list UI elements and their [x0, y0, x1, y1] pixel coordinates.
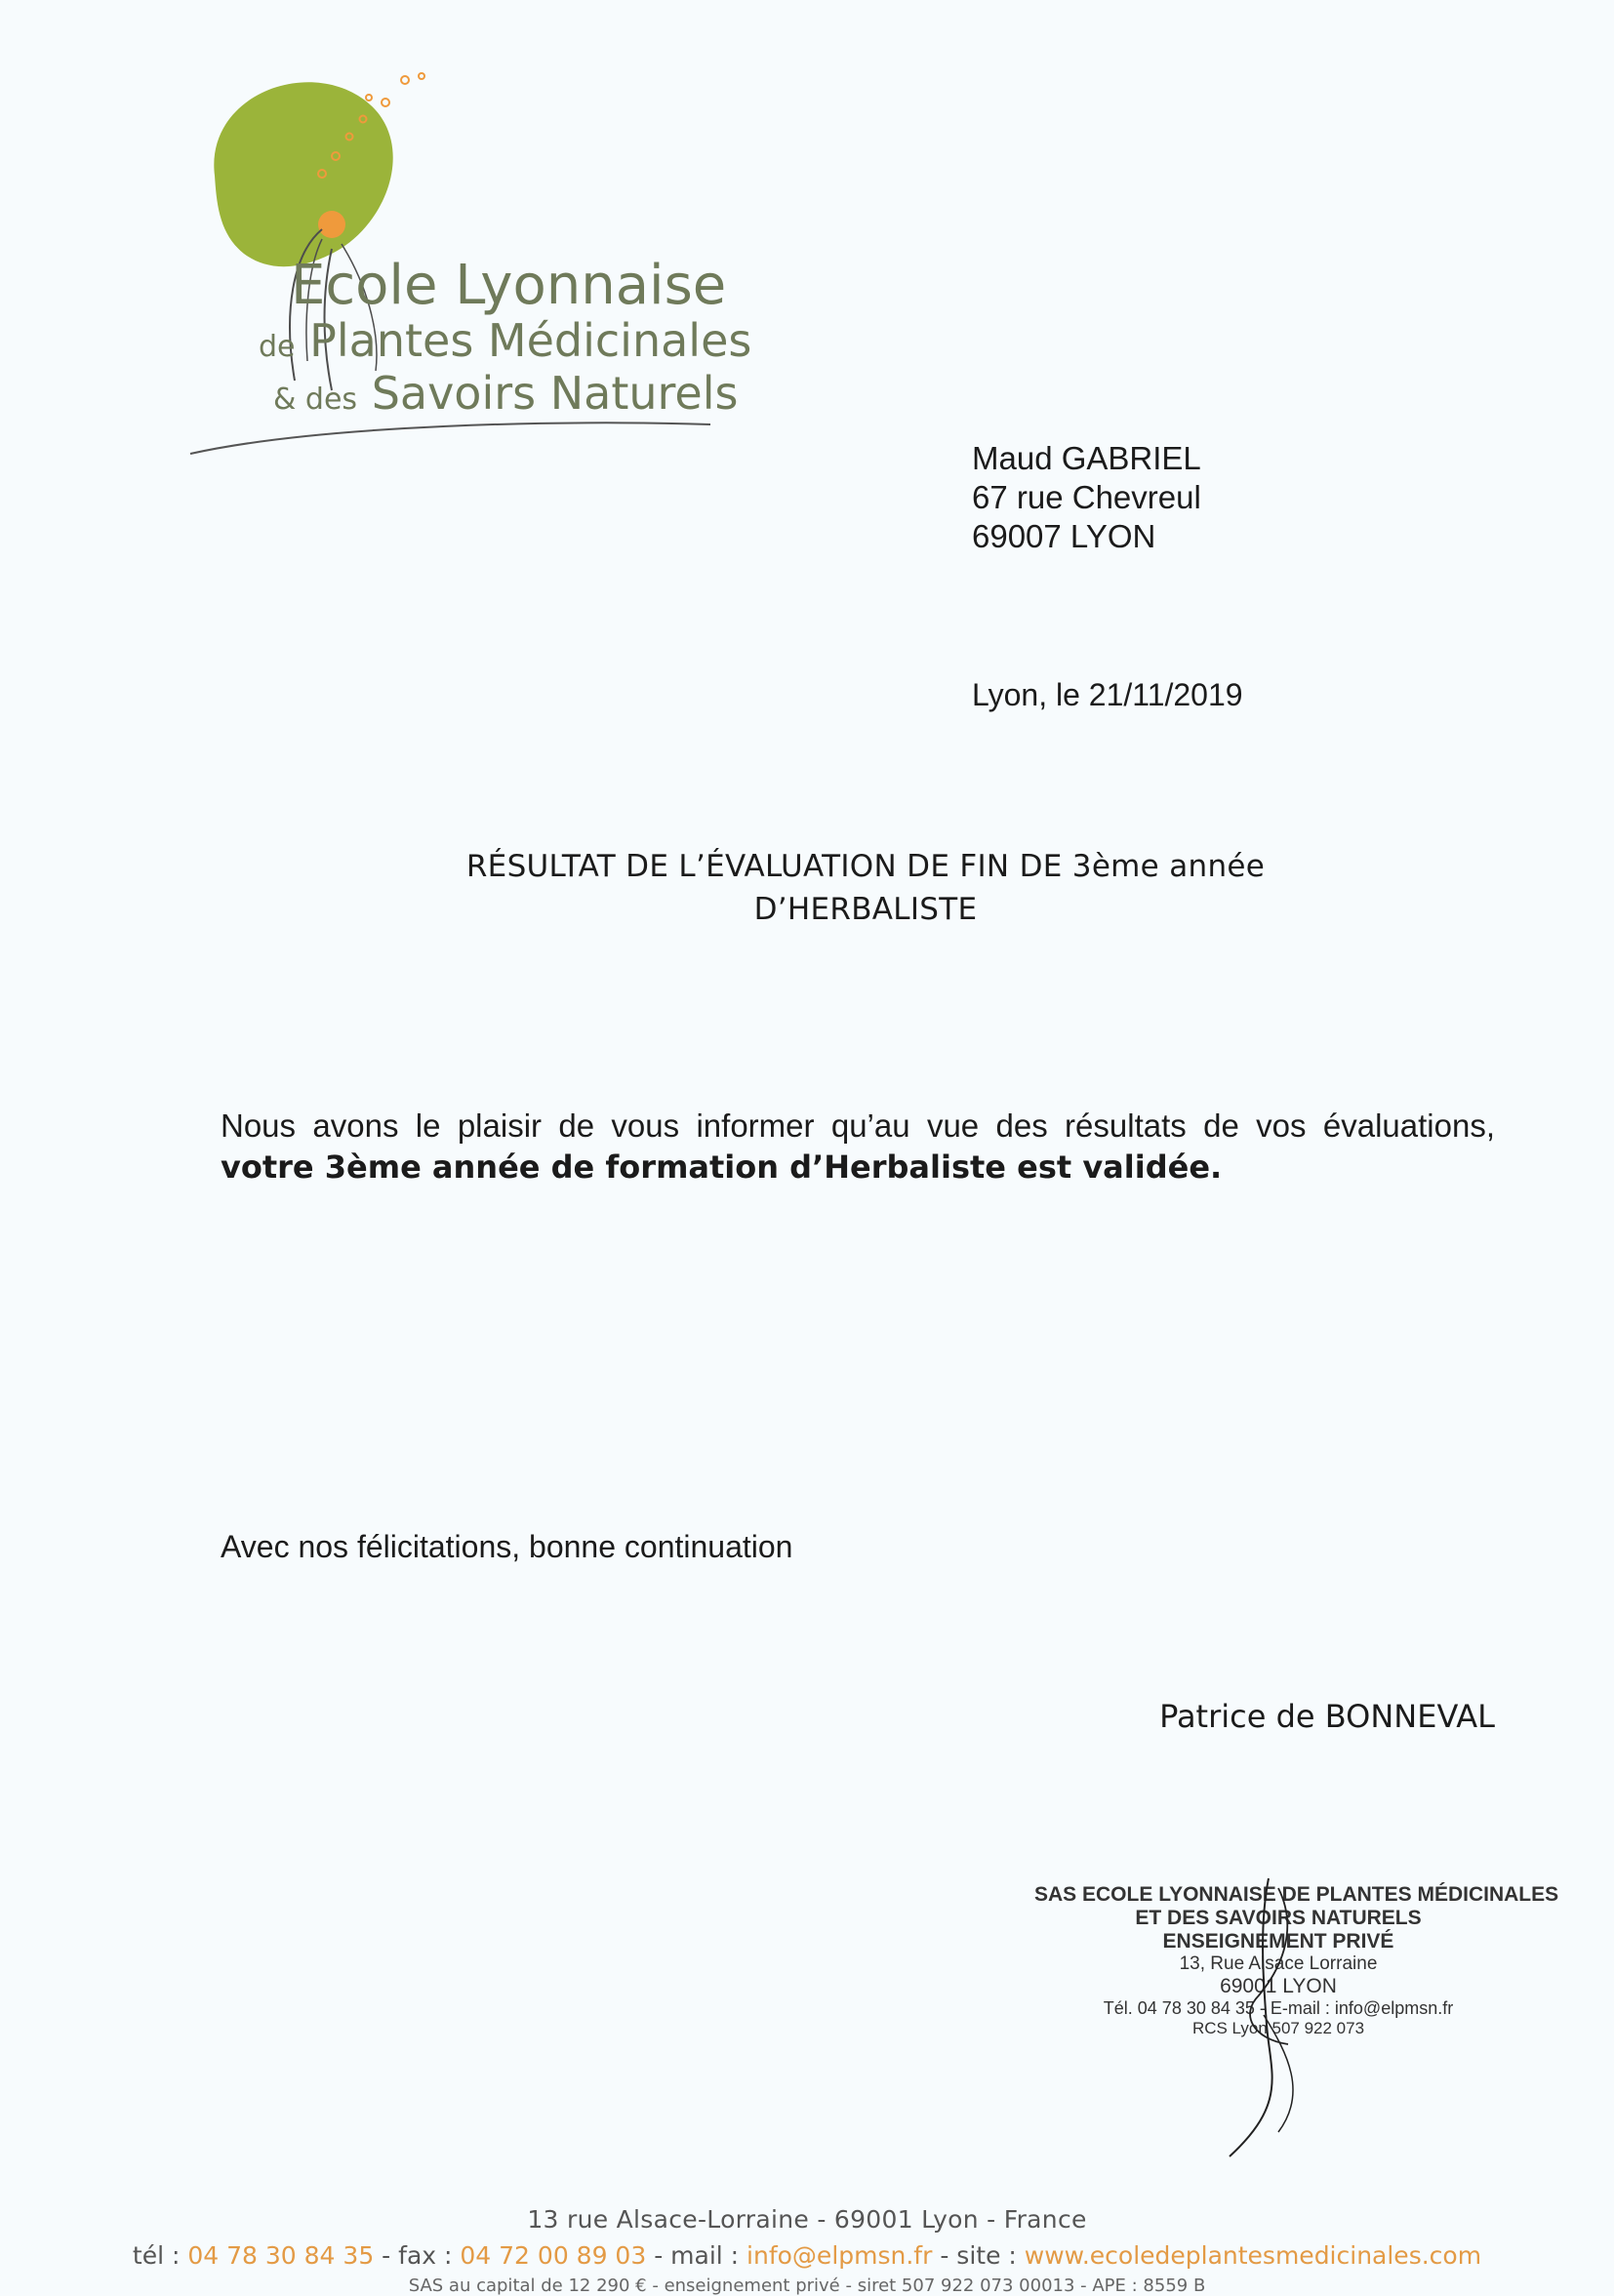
footer-tel-label: tél : — [132, 2241, 188, 2270]
letter-date: Lyon, le 21/11/2019 — [972, 677, 1243, 712]
footer-address: 13 rue Alsace-Lorraine - 69001 Lyon - France — [527, 2205, 1087, 2234]
logo-title-line3 — [273, 367, 738, 420]
stamp-line4: 13, Rue Alsace Lorraine — [1179, 1954, 1378, 1974]
logo-line2-prefix: de — [259, 330, 296, 364]
subject-line2: D’HERBALISTE — [753, 892, 978, 927]
recipient-street: 67 rue Chevreul — [972, 479, 1201, 515]
closing-text: Avec nos félicitations, bonne continuation — [221, 1529, 793, 1564]
footer-mail-label: - mail : — [646, 2241, 747, 2270]
footer-tel: 04 78 30 84 35 — [187, 2241, 375, 2270]
logo-line2-main: Plantes Médicinales — [309, 314, 752, 367]
handwritten-signature-icon — [1171, 1869, 1366, 2161]
body-line1: Nous avons le plaisir de vous informer qu’au vue des résultats de vos évaluations, — [221, 1108, 1495, 1144]
footer-fax-label: - fax : — [374, 2241, 461, 2270]
footer-legal: SAS au capital de 12 290 € - enseignement privé - siret 507 922 073 00013 - APE : 8559 B — [408, 2276, 1206, 2296]
stamp-line3: ENSEIGNEMENT PRIVÉ — [1162, 1930, 1394, 1953]
letter-subject — [0, 845, 1614, 931]
school-logo — [176, 59, 752, 468]
footer-mail-link[interactable]: info@elpmsn.fr — [746, 2241, 933, 2270]
logo-title-line1: Ecole Lyonnaise — [291, 254, 727, 317]
footer-fax: 04 72 00 89 03 — [460, 2241, 647, 2270]
subject-line1: RÉSULTAT DE L’ÉVALUATION DE FIN DE 3ème année — [465, 849, 1266, 884]
recipient-name: Maud GABRIEL — [972, 440, 1201, 476]
stamp-line7: RCS Lyon 507 922 073 — [1191, 2019, 1365, 2037]
footer-site-label: - site : — [932, 2241, 1025, 2270]
letter-body — [221, 1106, 1495, 1188]
recipient-address — [972, 439, 1201, 556]
recipient-city: 69007 LYON — [972, 518, 1156, 554]
letter-footer — [0, 2205, 1614, 2296]
stamp-line6: Tél. 04 78 30 84 35 - E-mail : info@elpmsn.fr — [1103, 1998, 1454, 2018]
stamp-line5: 69001 LYON — [1220, 1975, 1337, 1997]
footer-contact — [0, 2241, 1614, 2270]
stamp-line2: ET DES SAVOIRS NATURELS — [1135, 1907, 1422, 1929]
logo-line3-prefix: & des — [273, 383, 358, 417]
footer-site-link[interactable]: www.ecoledeplantesmedicinales.com — [1024, 2241, 1482, 2270]
stamp-line1: SAS ECOLE LYONNAISE DE PLANTES MÉDICINALES — [1034, 1883, 1559, 1906]
logo-line3-main: Savoirs Naturels — [371, 367, 739, 420]
body-line2-bold: votre 3ème année de formation d’Herbaliste est validée. — [221, 1148, 1223, 1186]
logo-title-line2 — [259, 314, 751, 367]
signer-name: Patrice de BONNEVAL — [1159, 1698, 1495, 1735]
